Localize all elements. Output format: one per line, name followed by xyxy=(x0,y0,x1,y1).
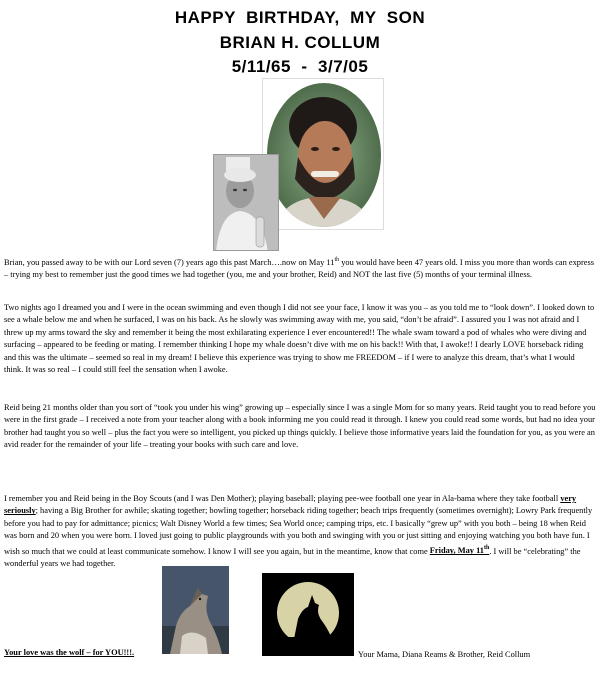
paragraph-memories xyxy=(4,493,596,570)
heading-name: BRIAN H. COLLUM xyxy=(219,33,381,52)
howling-wolf-photo xyxy=(162,566,229,654)
child-photo xyxy=(213,154,279,251)
paragraph-memories-text-a: I remember you and Reid being in the Boy Scouts (and I was Den Mother); playing baseball; playing pee-wee football one year in Ala-bama where they take football xyxy=(4,494,561,503)
heading-birthday: HAPPY BIRTHDAY, MY SON xyxy=(174,8,426,27)
paragraph-memories-text-c: . I will be “celebrating” the wonderful years we had together. xyxy=(4,546,581,568)
paragraph-intro xyxy=(4,254,596,282)
paragraph-dream: Two nights ago I dreamed you and I were in the ocean swimming and even though I did not see your face, I know it was you – as you told me to “look down”. I looked down to see a whale below me and when he surfaced, I was on his back. As he slowly was swimming away with me, you said, “don’t be afraid”. I assured you I was not afraid and I threw up my arms toward the sky and remember it being the most exhilarating experience I ever encountered!! The whale swam toward a pod of whales who were diving and surfacing – appeared to be feeding or mating. I remember thinking I hope my whale doesn’t dive with me on his back!! With that, I awoke!! I dearly LOVE horseback riding and this was the ultimate – seemed so real in my dream! I believe this experience was trying to show me FREEDOM – if I were to analyze this dream, that’s what I would think. It was so real – I could still feel the sensation when I awoke. xyxy=(4,303,595,375)
paragraph-intro-text-b: you would have been 47 years old. I miss you more than words can express – trying my best to remember just the good times we had together (you, me and your brother, Reid) and NOT the last five (5) months of your terminal illness. xyxy=(4,257,595,280)
paragraph-intro-text-a: Brian, you passed away to be with our Lord seven (7) years ago this past March….now on May 11 xyxy=(4,257,335,267)
superscript-th-date: th xyxy=(484,545,490,552)
portrait-photo xyxy=(262,78,384,230)
date-text: Friday, May 11 xyxy=(429,546,484,556)
superscript-th: th xyxy=(334,257,340,263)
caption-signature: Your Mama, Diana Reams & Brother, Reid Collum xyxy=(358,650,531,659)
date-friday-may-11 xyxy=(430,546,490,555)
emphasis-very-seriously: very seriously xyxy=(4,494,577,516)
paragraph-memories-text-b: ; having a Big Brother for awhile; skating together; bowling together; horseback riding together; beach trips frequently (sometimes overnight); Lowry Park frequently before you had to pay for admittance; picnics; Walt Disney World a few times; Sea World once; camping trips, etc. I basically “grew up” with you both – being 18 when Reid was born and 20 when you were born. I loved just going to public playgrounds with you both and swinging with you or just sitting and enjoying watching you both have fun. I wish so much that we could at least communicate somehow. I know I will see you again, but in the meantime, know that come xyxy=(4,506,593,556)
caption-wolf-love: Your love was the wolf – for YOU!!!. xyxy=(4,648,135,657)
wolf-moon-silhouette-photo xyxy=(262,573,354,656)
heading-dates: 5/11/65 - 3/7/05 xyxy=(231,57,369,76)
paragraph-reid: Reid being 21 months older than you sort of “took you under his wing” growing up – especially since I was a single Mom for so many years. Reid taught you to read before you were in the first grade – I received a note from your teacher along with a book informing me you could read it through. I knew you could read some words, but had no idea your brother had taught you so well – plus the fact you were so intelligent, you picked up things quickly. I believe those informative years laid the foundation for you, as you were an avid reader for the remainder of your life – treating your books with such care and love. xyxy=(4,403,596,450)
